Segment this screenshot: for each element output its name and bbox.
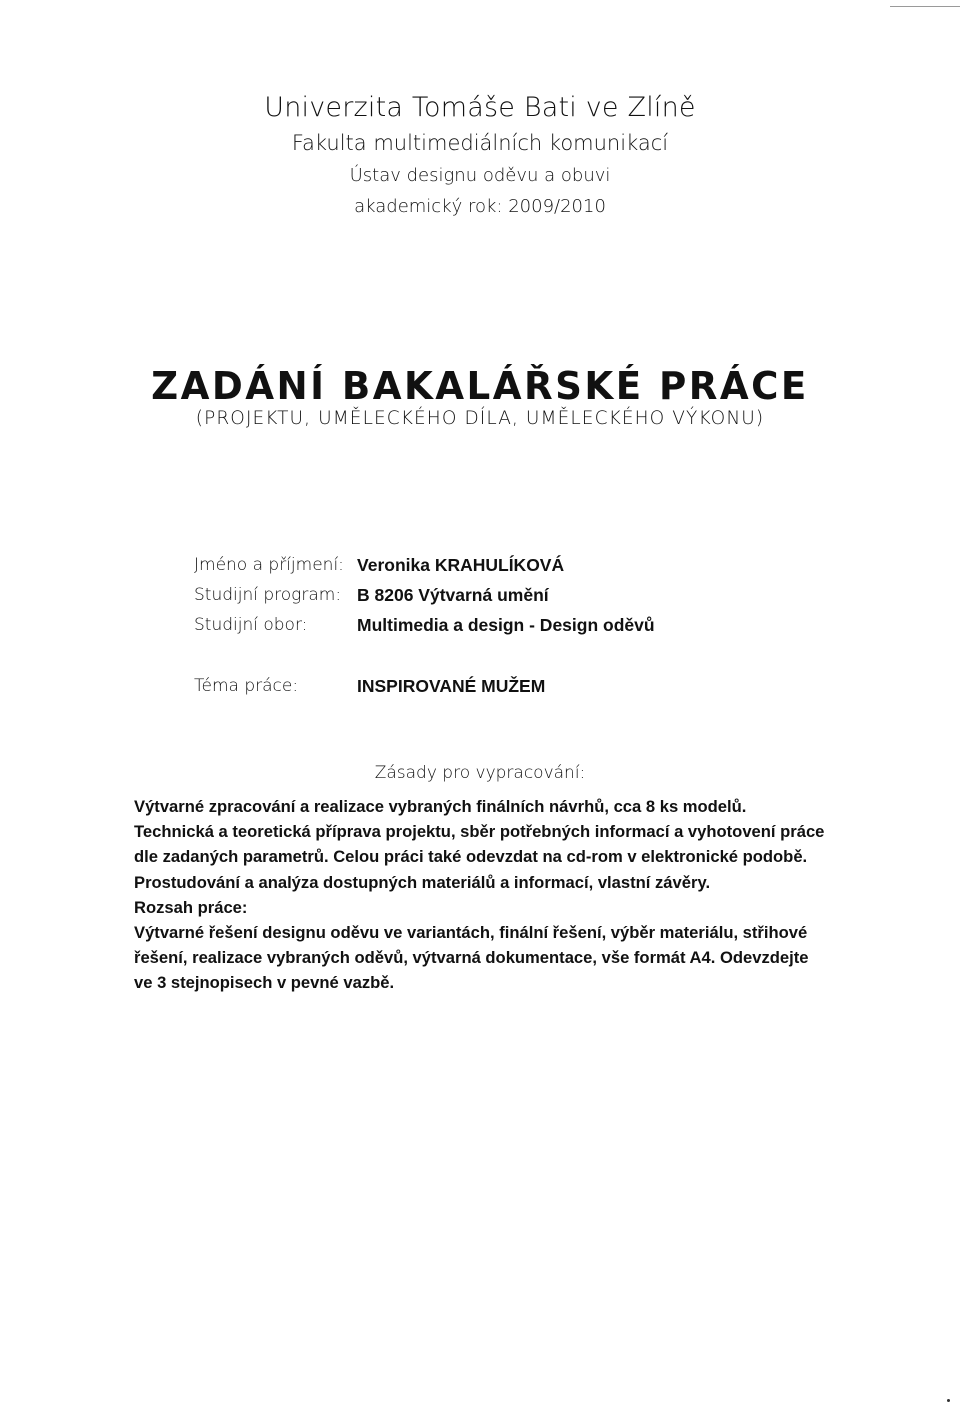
- guidelines-line: dle zadaných parametrů. Celou práci také odevzdat na cd-rom v elektronické podobě.: [134, 847, 808, 867]
- document-header: [0, 88, 960, 222]
- name-label: Jméno a příjmení:: [194, 555, 344, 575]
- university-name: Univerzita Tomáše Bati ve Zlíně: [264, 92, 696, 123]
- academic-year: akademický rok: 2009/2010: [354, 196, 606, 217]
- guidelines-line: Prostudování a analýza dostupných materiálů a informací, vlastní závěry.: [134, 872, 711, 892]
- scan-speck: [947, 1399, 950, 1402]
- guidelines-body: [134, 794, 864, 996]
- guidelines-line: Technická a teoretická příprava projektu, sběr potřebných informací a vyhotovení práce: [134, 822, 825, 842]
- scan-edge-line: [890, 6, 960, 7]
- scope-line: řešení, realizace vybraných oděvů, výtvarná dokumentace, vše formát A4. Odevzdejte: [134, 948, 809, 968]
- document-title: ZADÁNÍ BAKALÁŘSKÉ PRÁCE: [151, 364, 809, 408]
- program-label: Studijní program:: [194, 585, 342, 605]
- faculty-name: Fakulta multimediálních komunikací: [291, 131, 669, 155]
- field-value: Multimedia a design - Design oděvů: [357, 615, 655, 635]
- scope-heading: Rozsah práce:: [134, 897, 248, 917]
- guidelines-line: Výtvarné zpracování a realizace vybraných finálních návrhů, cca 8 ks modelů.: [134, 797, 747, 816]
- theme-value: INSPIROVANÉ MUŽEM: [357, 676, 546, 696]
- field-label: Studijní obor:: [194, 615, 308, 635]
- name-value: Veronika KRAHULÍKOVÁ: [357, 555, 565, 575]
- scope-line: ve 3 stejnopisech v pevné vazbě.: [134, 973, 395, 993]
- guidelines-heading: Zásady pro vypracování:: [374, 763, 586, 783]
- scope-line: Výtvarné řešení designu oděvu ve variantách, finální řešení, výběr materiálu, střihové: [134, 923, 808, 943]
- title-block: [0, 360, 960, 432]
- document-subtitle: (PROJEKTU, UMĚLECKÉHO DÍLA, UMĚLECKÉHO VÝKONU): [195, 408, 765, 429]
- thesis-theme: [194, 670, 794, 702]
- program-value: B 8206 Výtvarná umění: [357, 585, 549, 605]
- theme-label: Téma práce:: [194, 676, 299, 696]
- institute-name: Ústav designu oděvu a obuvi: [349, 165, 611, 186]
